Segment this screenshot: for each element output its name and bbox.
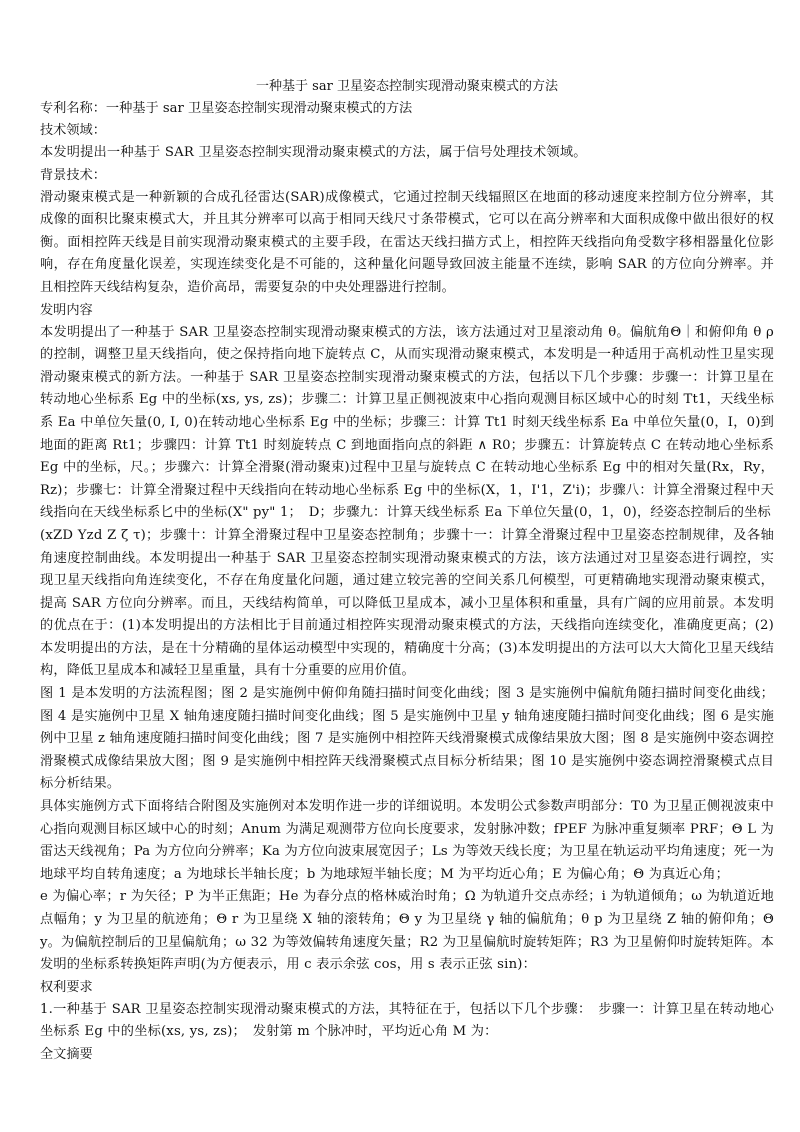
document-title: 一种基于 sar 卫星姿态控制实现滑动聚束模式的方法 (256, 79, 558, 94)
tech-field-heading: 技术领域： (40, 123, 106, 138)
embodiment-text-2: e 为偏心率；r 为矢径；P 为半正焦距；He 为春分点的格林威治时角；Ω 为轨道升交点赤经；i 为轨道倾角；ω 为轨道近地点幅角；y 为卫星的航迹角；Θ r 为卫星绕 X 轴的滚转角；Θ y 为卫星绕 γ 轴的偏航角；θ p 为卫星绕 Z 轴的俯仰角；Θ y。为偏航控制后的卫星偏航角；ω 32 为等效偏转角速度矢量；R2 为卫星偏航时旋转矩阵；R3 为卫星俯仰时旋转矩阵。本发明的坐标系转换矩阵声明(为方便表示，用 c 表示余弦 cos，用 s 表示正弦 sin)： (40, 889, 774, 973)
invention-heading: 发明内容 (40, 302, 93, 318)
tech-field-text: 本发明提出一种基于 SAR 卫星姿态控制实现滑动聚束模式的方法，属于信号处理技术领域。 (40, 145, 587, 160)
invention-text-1: 本发明提出了一种基于 SAR 卫星姿态控制实现滑动聚束模式的方法，该方法通过对卫星滚动角 θ。偏航角Θ｜和俯仰角 θ ρ 的控制，调整卫星天线指向，使之保持指向地下旋转点 C，从而实现滑动聚束模式，本发明是一种适用于高机动性卫星实现滑动聚束模式的新方法。一种基于 SAR 卫星姿态控制实现滑动聚束模式的方法，包括以下几个步骤：步骤一：计算卫星在转动地心坐标系 Eg 中的坐标(xs, ys, zs)；步骤二：计算卫星正侧视波束中心指向观测目标区域中心的时刻 Tt1，天线坐标系 Ea 中单位矢量(0, I, 0)在转动地心坐标系 Eg 中的坐标；步骤三：计算 Tt1 时刻天线坐标系 Ea 中单位矢量(0，I，0)到地面的距离 Rt1；步骤四：计算 Tt1 时刻旋转点 C 到地面指向点的斜距 ∧ R0；步骤五：计算旋转点 C 在转动地心坐标系 Eg 中的坐标，尺。；步骤六：计算全滑聚(滑动聚束)过程中卫星与旋转点 C 在转动地心坐标系 Eg 中的相对矢量(Rx，Ry，Rz)；步骤七：计算全滑聚过程中天线指向在转动地心坐标系 Eg 中的坐标(X，1，I'1，Z'i)；步骤八：计算全滑聚过程中天线指向在天线坐标系匕中的坐标(X" py" 1； D；步骤九：计算天线坐标系 Ea 下单位矢量(0，1，0)，经姿态控制后的坐标 (40, 324, 774, 521)
background-heading: 背景技术： (40, 167, 106, 183)
claims-text: 1.一种基于 SAR 卫星姿态控制实现滑动聚束模式的方法，其特征在于，包括以下几个步骤： 步骤一：计算卫星在转动地心坐标系 Eg 中的坐标(xs, ys, zs)； 发射第 m 个脉冲时，平均近心角 M 为： (40, 1001, 774, 1040)
abstract-heading: 全文摘要 (40, 1046, 93, 1062)
claims-heading: 权利要求 (40, 979, 93, 995)
invention-text-2: (xZD Yzd Z ζ τ)；步骤十：计算全滑聚过程中卫星姿态控制角；步骤十一：计算全滑聚过程中卫星姿态控制规律，及各轴角速度控制曲线。本发明提出一种基于 SAR 卫星姿态控制实现滑动聚束模式的方法，该方法通过对卫星姿态进行调控，实现卫星天线指向角连续变化，不存在角度量化问题，通过建立较完善的空间关系几何模型，可更精确地实现滑动聚束模式，提高 SAR 方位向分辨率。而且，天线结构简单，可以降低卫星成本，减小卫星体积和重量，具有广阔的应用前景。本发明的优点在于：(1)本发明提出的方法相比于目前通过相控阵实现滑动聚束模式的方法，天线指向连续变化，准确度更高；(2)本发明提出的方法，是在十分精确的星体运动模型中实现的，精确度十分高；(3)本发明提出的方法可以大大简化卫星天线结构，降低卫星成本和减轻卫星重量，具有十分重要的应用价值。 (40, 527, 774, 679)
figures-description: 图 1 是本发明的方法流程图；图 2 是实施例中俯仰角随扫描时间变化曲线；图 3 是实施例中偏航角随扫描时间变化曲线；图 4 是实施例中卫星 X 轴角速度随扫描时间变化曲线；图 5 是实施例中卫星 y 轴角速度随扫描时间变化曲线；图 6 是实施例中卫星 z 轴角速度随扫描时间变化曲线；图 7 是实施例中相控阵天线滑聚模式成像结果放大图；图 8 是实施例中姿态调控滑聚模式成像结果放大图；图 9 是实施例中相控阵天线滑聚模式点目标分析结果；图 10 是实施例中姿态调控滑聚模式点目标分析结果。 (40, 686, 774, 792)
patent-name: 专利名称：一种基于 sar 卫星姿态控制实现滑动聚束模式的方法 (40, 101, 413, 116)
embodiment-text-1: 具体实施例方式下面将结合附图及实施例对本发明作进一步的详细说明。本发明公式参数声明部分：T0 为卫星正侧视波束中心指向观测目标区域中心的时刻；Anum 为满足观测带方位向长度要求，发射脉冲数；fPEF 为脉冲重复频率 PRF；Θ L 为雷达天线视角；Pa 为方位向分辨率；Ka 为方位向波束展宽因子；Ls 为等效天线长度；为卫星在轨运动平均角速度；死一为地球平均自转角速度；a 为地球长半轴长度；b 为地球短半轴长度；M 为平均近心角；E 为偏心角；Θ 为真近心角； (40, 799, 774, 882)
background-text: 滑动聚束模式是一种新颖的合成孔径雷达(SAR)成像模式，它通过控制天线辐照区在地面的移动速度来控制方位分辨率，其成像的面积比聚束模式大，并且其分辨率可以高于相同天线尺寸条带模式，它可以在高分辨率和大面积成像中做出很好的权衡。面相控阵天线是目前实现滑动聚束模式的主要手段，在雷达天线扫描方式上，相控阵天线指向角受数字移相器量化位影响，存在角度量化误差，实现连续变化是不可能的，这种量化问题导致回波主能量不连续，影响 SAR 的方位向分辨率。并且相控阵天线结构复杂，造价高昂，需要复杂的中央处理器进行控制。 (40, 189, 774, 295)
